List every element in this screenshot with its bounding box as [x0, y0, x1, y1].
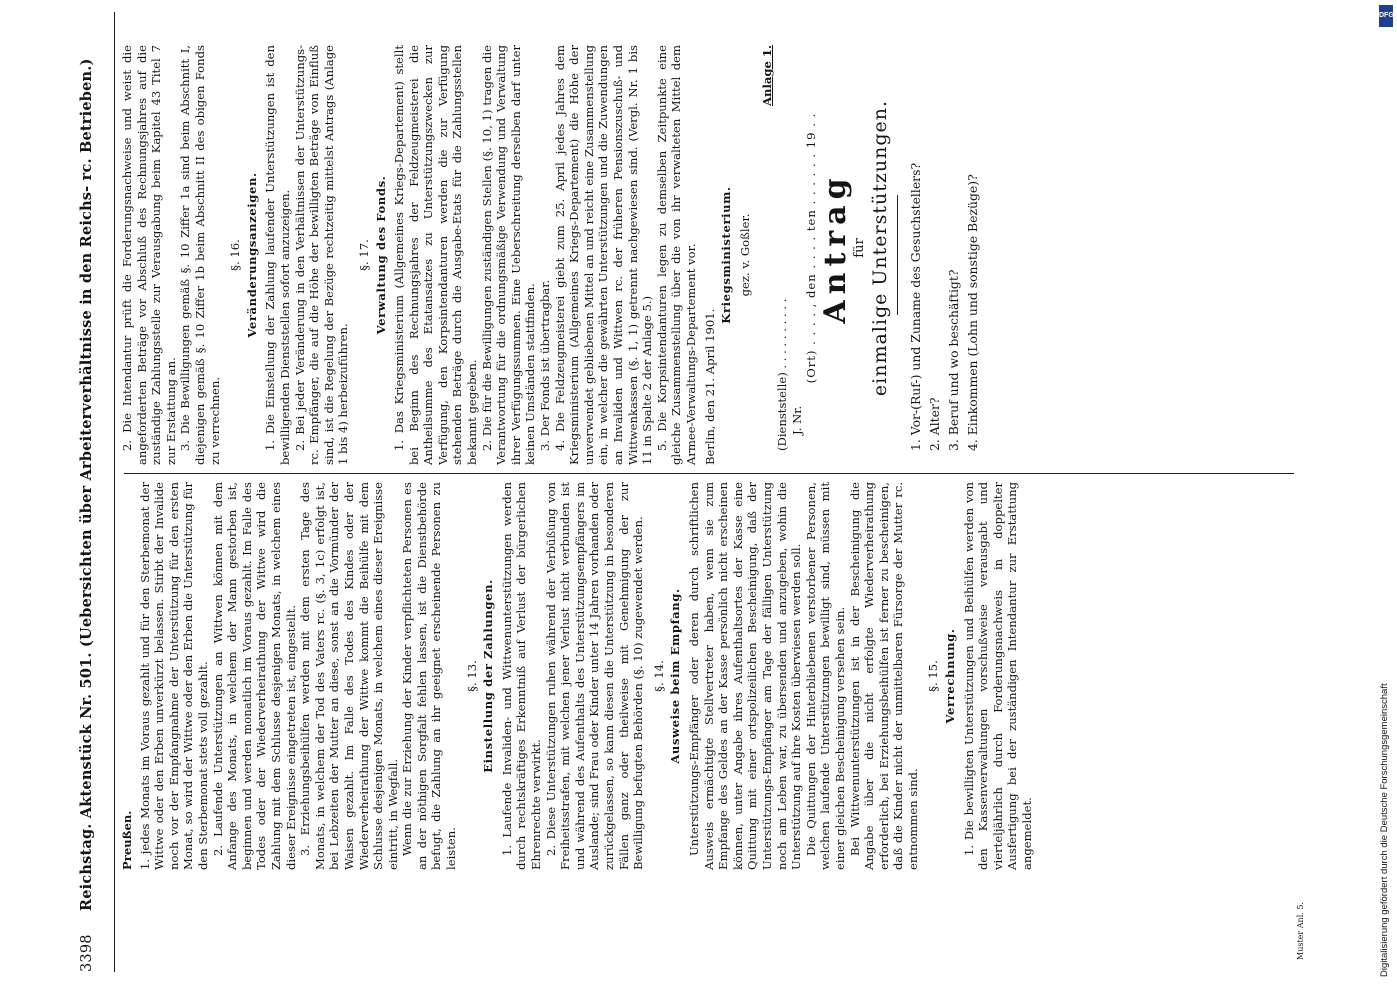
left-column: [120, 482, 1035, 870]
paragraph: 3. Die Bewilligungen gemäß §. 10 Ziffer 1a sind beim Abschnitt I, diejenigen gemäß §. 10 Ziffer 1b beim Abschnitt II des obigen Fonds zu verrechnen.: [178, 45, 222, 465]
paragraph: 3. Erziehungsbeihülfen werden mit dem ersten Tage des Monats, in welchem der Tod des Vaters rc. (§. 3, 1c) erfolgt ist, bei Lebzeiten der Mutter an diese, sonst an die Vormünder der Waisen gezahlt. Im Falle des Todes des Kindes oder der Wiederverheirathung der Wittwe kommt die Beihülfe mit dem Schlusse desjenigen Monats, in welchem eines dieser Ereignisse eintritt, in Wegfall.: [298, 482, 400, 870]
journal-number: J. Nr.: [789, 405, 804, 435]
paragraph: 2. Bei jeder Veränderung in den Verhältnissen der Unterstützungs- rc. Empfänger, die auf die Höhe der bewilligten Beträge von Einfluß sind, ist die Regelung der Bezüge rechtzeitig mittelst Antrags (Anlage 1 bis 4) herbeizuführen.: [292, 45, 351, 465]
paragraph: Wenn die zur Erziehung der Kinder verpflichteten Personen es an der nöthigen Sorgfalt fehlen lassen, ist die Dienstbehörde befugt, die Zahlung an ihr geeignet erscheinende Personen zu leisten.: [400, 482, 459, 870]
paragraph: 1. jedes Monats im Voraus gezahlt und für den Sterbemonat der Wittwe oder den Erben unverkürzt belassen. Stirbt der Invalide noch vor der Empfangnahme der Unterstützung für den ersten Monat, so wird der Wittwe oder den Erben die Unterstützung für den Sterbemonat stets voll gezahlt.: [137, 482, 210, 870]
date-line: Berlin, den 21. April 1901.: [702, 308, 717, 465]
office-field: (Dienststelle) . . . . . . . . . .: [774, 298, 789, 451]
form-subtitle-for: für: [851, 238, 867, 258]
section-title: Veränderungsanzeigen.: [244, 172, 259, 338]
right-column: [120, 45, 982, 465]
state-heading: Preußen.: [120, 810, 134, 870]
paragraph: 2. Laufende Unterstützungen an Wittwen können mit dem Anfange des Monats, in welchem der Mann gestorben ist, beginnen und werden monatlich im Voraus gezahlt. Im Falle des Todes oder der Wiederverheirathung der Wittwe wird die Zahlung mit dem Schlusse desjenigen Monats, in welchem eines dieser Ereignisse eingetreten ist, eingestellt.: [210, 482, 298, 870]
page-header: [78, 12, 108, 972]
header-title: Reichstag. Aktenstück Nr. 501. (Uebersichten über Arbeiterverhältnisse in den Reichs- rc. Betrieben.): [78, 58, 95, 912]
paragraph: 1. Laufende Invaliden- und Wittwenunterstützungen werden durch rechtskräftiges Erkenntniß auf Verlust der bürgerlichen Ehrenrechte verwirkt.: [499, 482, 544, 870]
form-question: 2. Alter?: [927, 397, 943, 451]
form-question: 1. Vor-(Ruf-) und Zuname des Gesuchstellers?: [908, 162, 924, 451]
paragraph: 5. Die Korpsintendanturen legen zu demselben Zeitpunkte eine gleiche Zusammenstellung über die von ihr verwalteten Mittel dem Armee-Verwaltungs-Departement vor.: [654, 45, 698, 465]
paragraph: 4. Die Feldzeugmeisterei giebt zum 25. April jedes Jahres dem Kriegsministerium (Allgemeines Kriegs-Departement) die Höhe der unverwendet gebliebenen Mittel an und reicht eine Zusammenstellung ein, in welcher die gewährten Unterstützungen und die Zuwendungen an Invaliden und Wittwen rc. der früheren Pensionszuschuß- und Wittwenkassen (§. 1, 1) getrennt nachgewiesen sind. (Vergl. Nr. 1 bis 11 in Spalte 2 der Anlage 5.): [552, 45, 655, 465]
dfg-logo: DFG: [1379, 5, 1393, 27]
paragraph: 2. Die für die Bewilligungen zuständigen Stellen (§. 10, 1) tragen die Verantwortung für die ordnungsmäßige Verwendung und Verwaltung ihrer Verfügungssummen. Eine Ueberschreitung derselben darf unter keinen Umständen stattfinden.: [479, 45, 538, 465]
form-title: Antrag: [817, 172, 853, 324]
paragraph: 1. Die bewilligten Unterstützungen und Beihülfen werden von den Kassenverwaltungen vorschußweise verausgabt und vierteljährlich durch Forderungsnachweis in doppelter Ausfertigung bei der zuständigen Intendantur zur Erstattung angemeldet.: [961, 482, 1035, 870]
paragraph: 1. Das Kriegsministerium (Allgemeines Kriegs-Departement) stellt bei Beginn des Rechnungsjahres der Feldzeugmeisterei die Antheilsumme des Etatansatzes zu Unterstützungszwecken zur Verfügung, den Korpsintendanturen werden die zur Verfügung stehenden Beträge durch die Ausgabe-Etats für die Zahlungsstellen bekannt gegeben.: [392, 45, 480, 465]
section-number: §. 15.: [926, 660, 941, 692]
section-title: Verrechnung.: [943, 628, 958, 724]
paragraph: 3. Der Fonds ist übertragbar.: [538, 279, 553, 451]
digitization-note: Digitalisierung gefördert durch die Deutsche Forschungsgemeinschaft: [1379, 683, 1390, 977]
section-number: §. 13.: [464, 660, 479, 692]
annex-label: Anlage 1.: [760, 45, 775, 106]
form-question: 4. Einkommen (Lohn und sonstige Bezüge)?: [965, 174, 981, 451]
paragraph: Unterstützungs-Empfänger oder deren durch schriftlichen Ausweis ermächtigte Stellvertreter haben, wenn sie zum Empfange des Geldes an der Kasse persönlich nicht erscheinen können, unter Angabe ihres Aufenthaltsortes der Kasse eine Quittung mit einer ortspolizeilichen Bescheinigung, daß der Unterstützungs-Empfänger am Tage der fälligen Unterstützung noch am Leben war, zu übersenden und anzugeben, wohin die Unterstützung auf ihre Kosten überwiesen werden soll.: [686, 482, 804, 870]
paragraph: Bei Wittwenunterstützungen ist in der Bescheinigung die Angabe über die nicht erfolgte Wiederverheirathung erforderlich, bei Erziehungsbeihülfen ist ferner zu bescheinigen, daß die Kinder nicht der unmittelbaren Fürsorge der Mutter rc. entnommen sind.: [847, 482, 920, 870]
section-title: Verwaltung des Fonds.: [373, 175, 388, 335]
section-number: §. 14.: [651, 660, 666, 692]
paragraph: 1. Die Einstellung der Zahlung laufender Unterstützungen ist den bewilligenden Dienststellen sofort anzuzeigen.: [263, 45, 292, 465]
form-subtitle: einmalige Unterstützungen.: [869, 99, 892, 397]
ministry-name: Kriegsministerium.: [719, 186, 734, 324]
paragraph: 2. Diese Unterstützungen ruhen während der Verbüßung von Freiheitsstrafen, mit welchen jener Verlust nicht verbunden ist und während des Aufenthalts des Unterstützungsempfängers im Auslande; sind Frau oder Kinder unter 14 Jahren vorhanden oder zurückgelassen, so kann diesen die Unterstützung in besonderen Fällen ganz oder theilweise mit Genehmigung der zur Bewilligung befugten Behörden (§. 10) zugewendet werden.: [543, 482, 646, 870]
signature: gez. v. Goßler.: [737, 213, 752, 297]
place-date-field: (Ort) . . . . , den . . . . ten . . . . . . 19 . .: [804, 112, 819, 384]
form-annex: [760, 45, 982, 465]
form-rule: [897, 195, 898, 315]
paragraph: Die Quittungen der Hinterbliebenen verstorbener Personen, welchen laufende Unterstützungen bewilligt sind, müssen mit einer gleichen Bescheinigung versehen sein.: [803, 482, 847, 870]
margin-note: Muster Anl. 5.: [1296, 902, 1305, 960]
section-title: Ausweise beim Empfang.: [668, 588, 683, 764]
section-number: §. 17.: [356, 239, 371, 271]
digitization-footer: [1377, 5, 1393, 999]
column-divider: [124, 473, 1294, 474]
header-rule: [114, 12, 115, 972]
section-title: Einstellung der Zahlungen.: [481, 579, 496, 773]
page-number: 3398: [79, 934, 95, 972]
section-number: §. 16.: [228, 239, 243, 271]
form-question: 3. Beruf und wo beschäftigt?: [946, 269, 962, 451]
paragraph: 2. Die Intendantur prüft die Forderungsnachweise und weist die angeforderten Beträge vor Abschluß des Rechnungsjahres auf die zuständige Zahlungsstelle zur Verausgabung beim Kapitel 43 Titel 7 zur Erstattung an.: [120, 45, 178, 465]
